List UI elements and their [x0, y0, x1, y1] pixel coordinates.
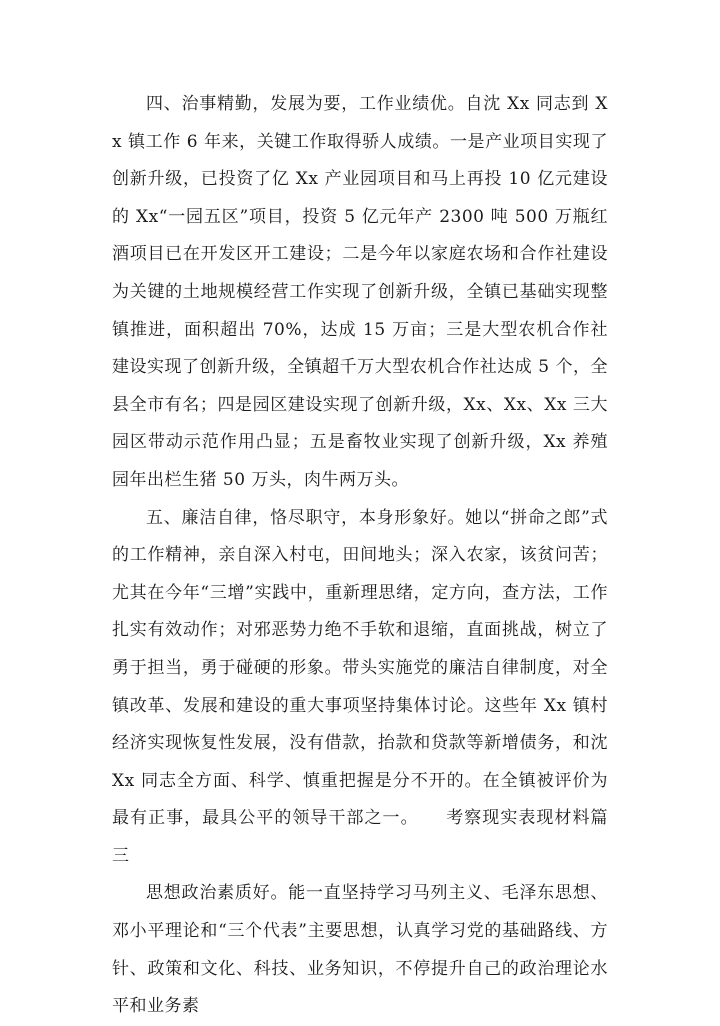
document-body [112, 86, 608, 1026]
paragraph-five: 五、廉洁自律，恪尽职守，本身形象好。她以“拼命之郎”式的工作精神，亲自深入村屯，田间地头；深入农家，该贫问苦；尤其在今年“三增”实践中，重新理思绪，定方向，查方法，工作扎实有效动作；对邪恶势力绝不手软和退缩，直面挑战，树立了勇于担当，勇于碰硬的形象。带头实施党的廉洁自律制度，对全镇改革、发展和建设的重大事项坚持集体讨论。这些年 Xx 镇村经济实现恢复性发展，没有借款，抬款和贷款等新增债务，和沈 Xx 同志全方面、科学、慎重把握是分不开的。在全镇被评价为最有正事，最具公平的领导干部之一。 考察现实表现材料篇三 [112, 507, 608, 866]
paragraph-political-quality: 思想政治素质好。能一直坚持学习马列主义、毛泽东思想、邓小平理论和“三个代表”主要思想，认真学习党的基础路线、方针、政策和文化、科技、业务知识，不停提升自己的政治理论水平和业务素 [112, 883, 608, 1017]
paragraph-four: 四、治事精勤，发展为要，工作业绩优。自沈 Xx 同志到 Xx 镇工作 6 年来，关键工作取得骄人成绩。一是产业项目实现了创新升级，已投资了亿 Xx 产业园项目和马上再投 10 亿元建设的 Xx“一园五区”项目，投资 5 亿元年产 2300 吨 500 万瓶红酒项目已在开发区开工建设；二是今年以家庭农场和合作社建设为关键的土地规模经营工作实现了创新升级，全镇已基础实现整镇推进，面积超出 70%，达成 15 万亩；三是大型农机合作社建设实现了创新升级，全镇超千万大型农机合作社达成 5 个，全县全市有名；四是园区建设实现了创新升级，Xx、Xx、Xx 三大园区带动示范作用凸显；五是畜牧业实现了创新升级，Xx 养殖园年出栏生猪 50 万头，肉牛两万头。 [112, 94, 608, 490]
